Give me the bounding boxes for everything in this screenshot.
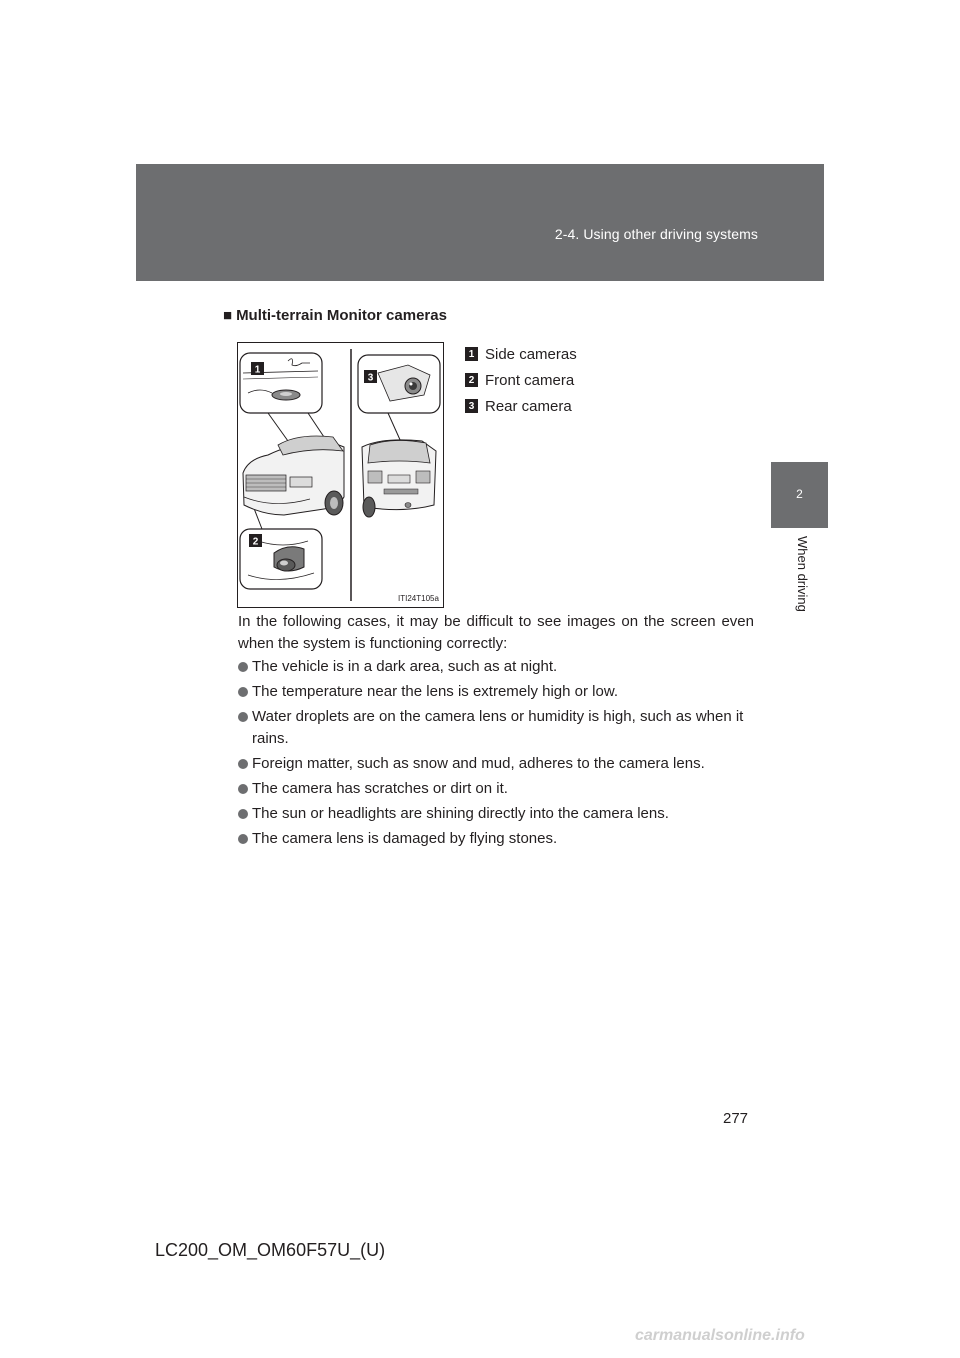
bullet-icon — [238, 809, 248, 819]
figure-marker-2: 2 — [252, 536, 259, 548]
legend-number-3: 3 — [465, 399, 478, 413]
legend-item — [465, 341, 577, 367]
subsection-heading — [223, 307, 447, 324]
legend-label: Rear camera — [485, 397, 572, 415]
intro-paragraph: In the following cases, it may be difficult to see images on the screen even when the system is functioning correctly: — [238, 613, 754, 652]
subsection-heading-text: Multi-terrain Monitor cameras — [236, 307, 447, 324]
bullet-icon — [238, 662, 248, 672]
camera-illustration — [238, 343, 443, 607]
list-item: The camera lens is damaged by flying stones. — [238, 828, 758, 850]
list-item: Foreign matter, such as snow and mud, adheres to the camera lens. — [238, 753, 758, 775]
chapter-number: 2 — [796, 487, 803, 501]
list-item: The sun or headlights are shining directly into the camera lens. — [238, 803, 758, 825]
list-item: The camera has scratches or dirt on it. — [238, 778, 758, 800]
camera-location-figure — [237, 342, 444, 608]
figure-marker-1: 1 — [254, 364, 261, 376]
conditions-list — [238, 656, 758, 853]
list-item: Water droplets are on the camera lens or humidity is high, such as when it rains. — [238, 706, 758, 750]
header-band — [136, 164, 824, 281]
chapter-tab — [771, 462, 828, 528]
legend-item — [465, 367, 577, 393]
legend-number-2: 2 — [465, 373, 478, 387]
list-item: The temperature near the lens is extremely high or low. — [238, 681, 758, 703]
legend-number-1: 1 — [465, 347, 478, 361]
chapter-label: When driving — [795, 536, 810, 612]
document-code: LC200_OM_OM60F57U_(U) — [155, 1240, 386, 1260]
figure-code: ITI24T105a — [398, 594, 439, 603]
bullet-icon — [238, 687, 248, 697]
list-item: The vehicle is in a dark area, such as at night. — [238, 656, 758, 678]
bullet-icon — [238, 759, 248, 769]
legend-label: Front camera — [485, 371, 575, 389]
section-title: 2-4. Using other driving systems — [554, 226, 758, 242]
bullet-icon — [238, 834, 248, 844]
figure-marker-3: 3 — [367, 372, 374, 384]
square-bullet-icon: ■ — [223, 307, 233, 324]
page-number: 277 — [723, 1110, 749, 1127]
watermark: carmanualsonline.info — [635, 1327, 805, 1344]
legend-label: Side cameras — [485, 345, 577, 363]
legend-item — [465, 393, 577, 419]
figure-legend — [465, 341, 577, 419]
bullet-icon — [238, 784, 248, 794]
bullet-icon — [238, 712, 248, 722]
